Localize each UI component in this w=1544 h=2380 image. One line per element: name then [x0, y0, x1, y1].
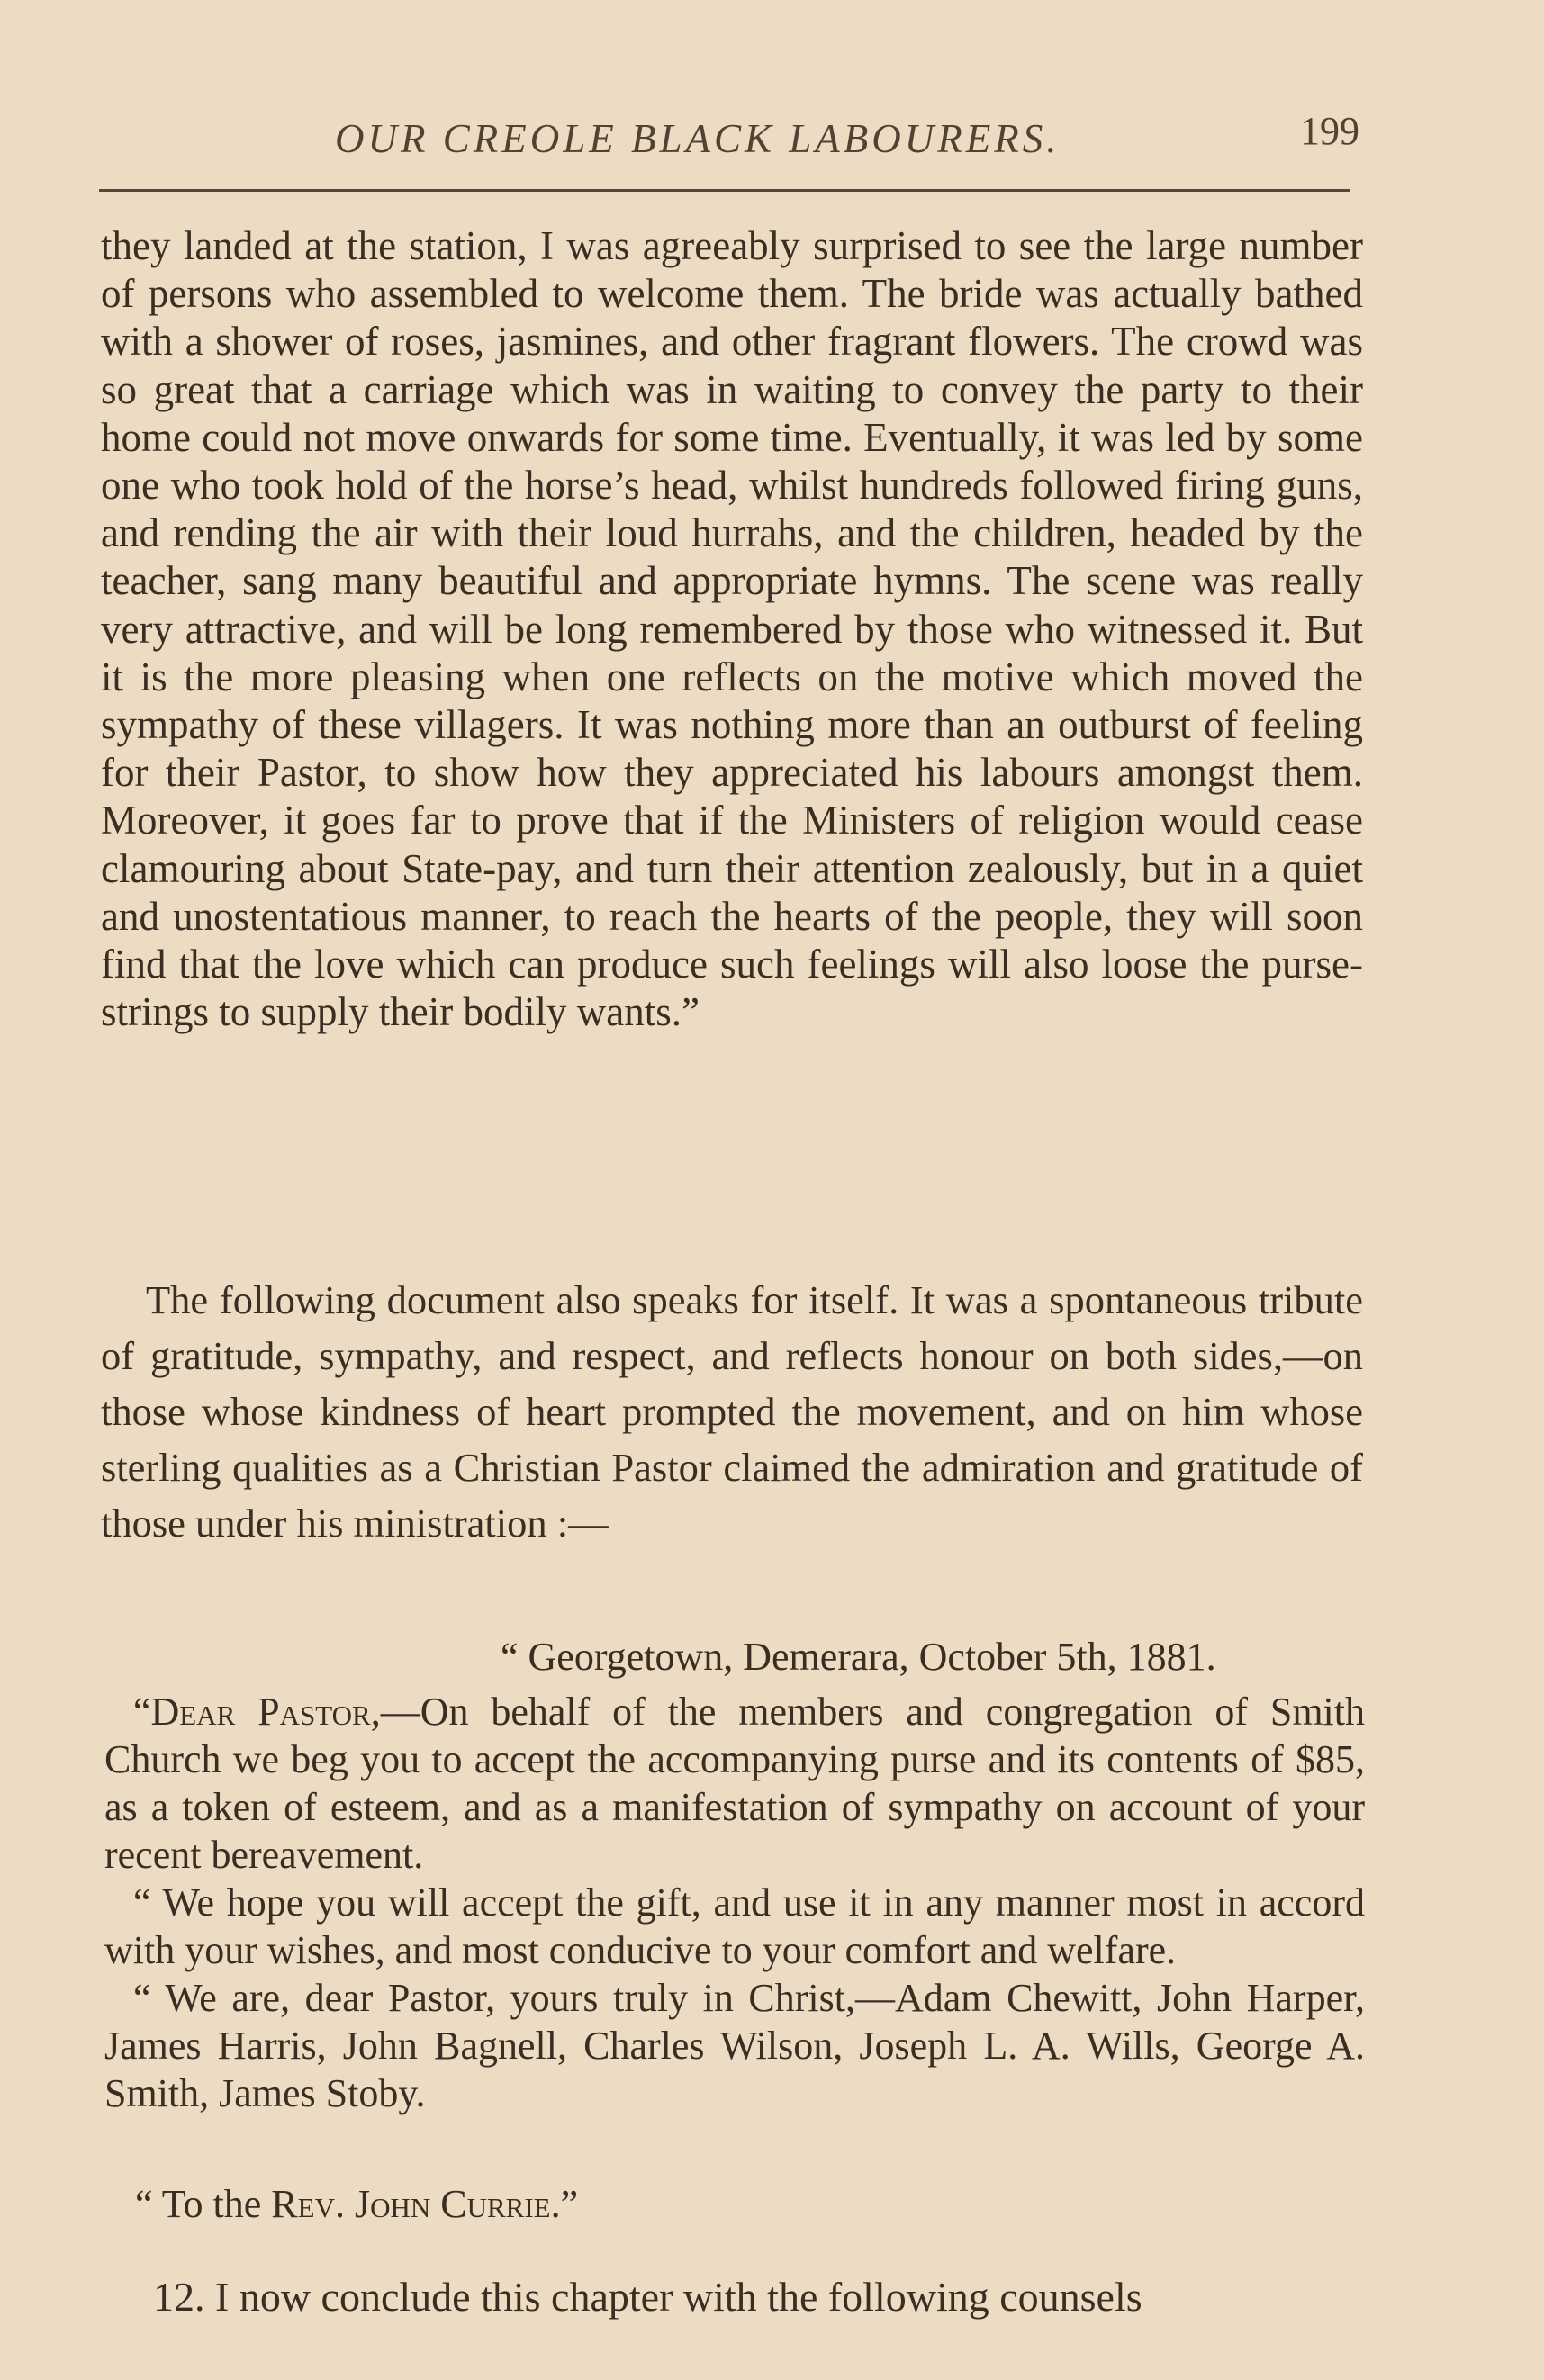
- header-rule: [99, 189, 1350, 192]
- letter-paragraph-3: “ We are, dear Pastor, yours truly in Christ,—Adam Chewitt, John Harper, James Harris, John Bagnell, Charles Wilson, Joseph L. A. Wills, George A. Smith, James Stoby.: [104, 1976, 1365, 2115]
- addressee-prefix: “ To the: [135, 2182, 272, 2226]
- paragraph-2-text: The following document also speaks for itself. It was a spontaneous tribute of gratitude, sympathy, and respect, and reflects honour on both sides,—on those whose kindness of heart prompted the movement, and on him whose sterling qualities as a Christian Pastor claimed the admiration and gratitude of those under his ministration :—: [101, 1277, 1363, 1546]
- addressee-name: Rev. John Currie.: [271, 2182, 561, 2226]
- letter-dateline: “ Georgetown, Demerara, October 5th, 1881.: [501, 1635, 1216, 1679]
- letter-paragraph-1: [104, 1688, 1365, 1879]
- closing-line: 12. I now conclude this chapter with the following counsels: [153, 2274, 1142, 2320]
- page-header: [99, 108, 1359, 180]
- letter-body-1: —On behalf of the members and congregation of Smith Church we beg you to accept the accompanying purse and its contents of $85, as a token of esteem, and as a manifestation of sympathy on account of your recent bereavement.: [104, 1690, 1365, 1877]
- running-title: OUR CREOLE BLACK LABOURERS.: [335, 116, 1061, 161]
- paragraph-1: [101, 222, 1363, 1036]
- addressee-suffix: ”: [560, 2182, 579, 2226]
- letter-paragraph-2: “ We hope you will accept the gift, and use it in any manner most in accord with your wishes, and most conducive to your comfort and welfare.: [104, 1880, 1365, 1972]
- letter-body: [104, 1688, 1365, 2117]
- paragraph-1-text: they landed at the station, I was agreeably surprised to see the large number of persons who assembled to welcome them. The bride was actually bathed with a shower of roses, jasmines, and other fragrant flowers. The crowd was so great that a carriage which was in waiting to convey the party to their home could not move onwards for some time. Eventually, it was led by some one who took hold of the horse’s head, whilst hundreds followed firing guns, and rending the air with their loud hurrahs, and the children, headed by the teacher, sang many beautiful and appropriate hymns. The scene was really very attractive, and will be long remembered by those who witnessed it. But it is the more pleasing when one reflects on the motive which moved the sympathy of these villagers. It was nothing more than an outburst of feeling for their Pastor, to show how they appreciated his labours amongst them. Moreover, it goes far to prove that if the Ministers of religion would cease clamouring about State-pay, and turn their attention zealously, but in a quiet and unostentatious manner, to reach the hearts of the people, they will soon find that the love which can produce such feelings will also loose the purse-strings to supply their bodily wants.”: [101, 223, 1363, 1035]
- letter-addressee: [135, 2181, 578, 2227]
- paragraph-2: [101, 1272, 1363, 1551]
- letter-salutation: “Dear Pastor,: [133, 1690, 381, 1734]
- page-number: 199: [1300, 109, 1359, 153]
